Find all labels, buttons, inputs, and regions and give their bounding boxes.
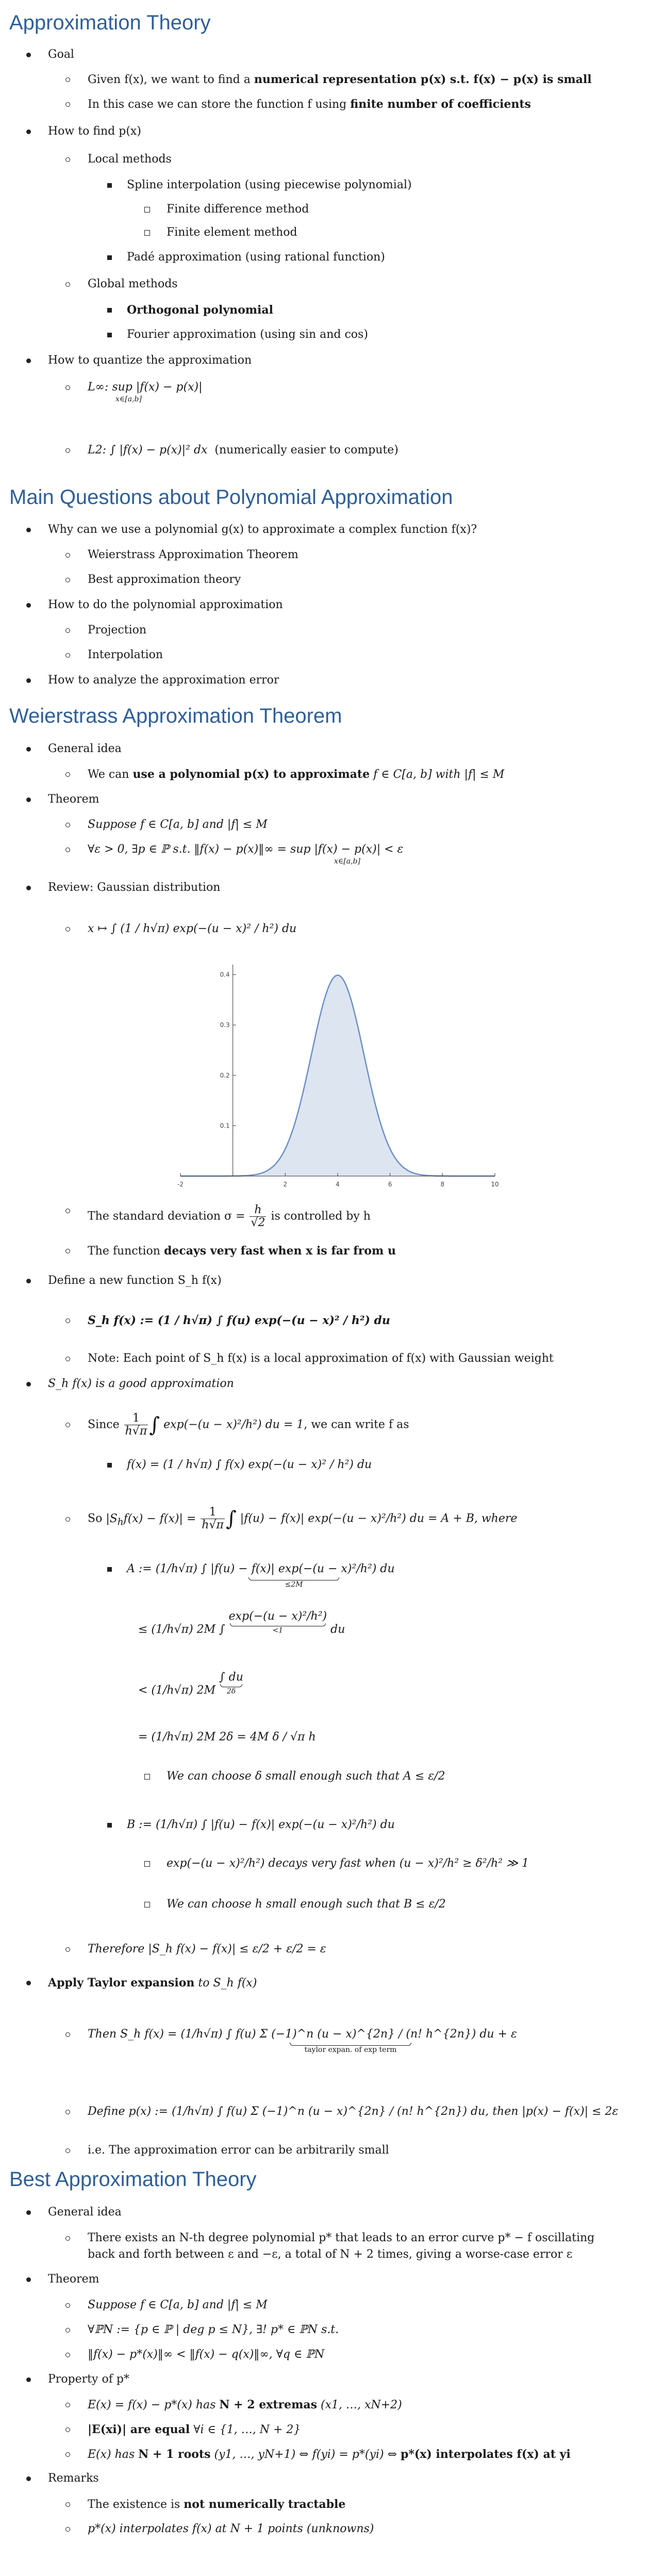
x-tick-label: 6 (388, 1181, 392, 1188)
x-tick-label: -2 (177, 1181, 184, 1188)
B-decay: exp(−(u − x)²/h²) decays very fast when (u − x)²/h² ≥ δ²/h² ≫ 1 (167, 1857, 529, 1870)
general-idea-item: We can use a polynomial p(x) to approximate f ∈ C[a, b] with |f| ≤ M (88, 768, 505, 781)
x-tick-label: 2 (283, 1181, 288, 1188)
goal-item-2: In this case we can store the function f using finite number of coefficients (88, 97, 531, 111)
theorem-item-2: ∀ε > 0, ∃p ∈ ℙ s.t. ‖f(x) − p(x)‖∞ = sup |f(x) − p(x)| < ε (88, 843, 404, 856)
y-tick-label: 0.1 (220, 1122, 230, 1130)
s4-remarks: Remarks (48, 2472, 99, 2485)
q1-item-1: Weierstrass Approximation Theorem (88, 548, 298, 561)
theorem-label: Theorem (48, 793, 99, 806)
therefore-line: Therefore |S_h f(x) − f(x)| ≤ ε/2 + ε/2 = ε (88, 1943, 326, 1955)
theorem-subscript: x∈[a,b] (334, 857, 360, 866)
fourier-item: Fourier approximation (using sin and cos) (127, 328, 368, 341)
q2-item-1: Projection (88, 624, 147, 637)
s4-theorem: Theorem (48, 2273, 99, 2286)
goal-item-1: Given f(x), we want to find a numerical representation p(x) s.t. f(x) − p(x) is small (88, 73, 592, 86)
q1: Why can we use a polynomial g(x) to approximate a complex function f(x)? (48, 523, 477, 536)
s4-general-line-1: There exists an N-th degree polynomial p* that leads to an error curve p* − f oscillating (88, 2231, 595, 2244)
local-methods: Local methods (88, 153, 172, 166)
section-heading-weierstrass: Weierstrass Approximation Theorem (9, 705, 342, 727)
s4-general-idea: General idea (48, 2206, 122, 2219)
pade-item: Padé approximation (using rational function) (127, 251, 385, 264)
global-methods: Global methods (88, 278, 178, 290)
s4-theorem-3: ‖f(x) − p*(x)‖∞ < ‖f(x) − q(x)‖∞, ∀q ∈ ℙN (88, 2348, 325, 2361)
section-heading-best-approx: Best Approximation Theory (9, 2168, 257, 2191)
y-tick-label: 0.3 (220, 1021, 230, 1029)
linf-formula: L∞: sup |f(x) − p(x)| (88, 381, 203, 394)
s4-remark-2: p*(x) interpolates f(x) at N + 1 points (unknowns) (88, 2522, 374, 2535)
s4-property: Property of p* (48, 2373, 129, 2386)
fx-identity: f(x) = (1 / h√π) ∫ f(x) exp(−(u − x)² / h²) du (127, 1458, 372, 1471)
theorem-item-1: Suppose f ∈ C[a, b] and |f| ≤ M (88, 818, 268, 831)
sh-note: Note: Each point of S_h f(x) is a local approximation of f(x) with Gaussian weight (88, 1352, 554, 1365)
s4-theorem-2: ∀ℙN := {p ∈ ℙ | deg p ≤ N}, ∃! p* ∈ ℙN s.t. (88, 2323, 339, 2336)
std-dev-item: The standard deviation σ = $\frac{h}{√2}$ is controlled by h (88, 1203, 371, 1230)
s4-property-2: |E(xi)| are equal ∀i ∈ {1, …, N + 2} (88, 2423, 301, 2436)
s4-theorem-1: Suppose f ∈ C[a, b] and |f| ≤ M (88, 2298, 268, 2311)
since-line: Since $\frac{1}{h√\pi}$ ∫ exp(−(u − x)²/h²) du = 1, we can write f as (88, 1412, 409, 1438)
B-definition: B := (1/h√π) ∫ |f(u) − f(x)| exp(−(u − x)²/h²) du (127, 1818, 395, 1831)
spline-item: Spline interpolation (using piecewise polynomial) (127, 178, 412, 191)
x-tick-label: 8 (440, 1181, 445, 1188)
section-heading-main-questions: Main Questions about Polynomial Approximation (9, 486, 453, 509)
underbrace-le2M: ≤2M (247, 1577, 340, 1589)
linf-subscript: x∈[a,b] (115, 395, 142, 403)
q3: How to analyze the approximation error (48, 674, 279, 687)
B-choose: We can choose h small enough such that B ≤ ε/2 (167, 1898, 446, 1911)
underbrace-taylor: taylor expan. of exp term (289, 2043, 412, 2054)
taylor-label: Apply Taylor expansion to S_h f(x) (48, 1976, 257, 1990)
quantize-label: How to quantize the approximation (48, 354, 252, 367)
l2-note: (numerically easier to compute) (214, 444, 399, 456)
A-definition: A := (1/h√π) ∫ |f(u) − f(x)| exp(−(u − x)²/h²) du (127, 1562, 395, 1575)
x-tick-label: 4 (336, 1181, 340, 1188)
ie-line: i.e. The approximation error can be arbitrarily small (88, 2144, 389, 2157)
A-choose: We can choose δ small enough such that A ≤ ε/2 (167, 1770, 445, 1783)
q1-item-2: Best approximation theory (88, 573, 241, 586)
fem-item: Finite element method (167, 226, 297, 239)
underbrace-2delta: 2δ (226, 1687, 236, 1696)
s4-remark-1: The existence is not numerically tractable (88, 2498, 346, 2511)
y-tick-label: 0.4 (220, 971, 230, 979)
sh-definition: S_h f(x) := (1 / h√π) ∫ f(u) exp(−(u − x)² / h²) du (88, 1314, 390, 1327)
x-tick-label: 10 (491, 1181, 499, 1188)
s4-property-1: E(x) = f(x) − p*(x) has N + 2 extremas (x1, …, xN+2) (88, 2398, 402, 2411)
goal-label: Goal (48, 48, 74, 61)
A-step-3: < (1/h√π) 2M ∫ du 2δ (138, 1671, 243, 1697)
q2: How to do the polynomial approximation (48, 598, 283, 611)
how-find-label: How to find p(x) (48, 125, 141, 138)
A-step-2: ≤ (1/h√π) 2M ∫ exp(−(u − x)²/h²) <1 du (138, 1610, 345, 1636)
define-new-label: Define a new function S_h f(x) (48, 1274, 222, 1287)
ortho-item: Orthogonal polynomial (127, 303, 274, 317)
taylor-then: Then S_h f(x) = (1/h√π) ∫ f(u) Σ (−1)^n (u − x)^{2n} / (n! h^{2n}) du + ε (88, 2028, 517, 2041)
general-idea-label: General idea (48, 742, 122, 755)
l2-line (88, 444, 399, 457)
y-tick-label: 0.2 (220, 1071, 230, 1079)
so-line: So $|S_hf(x) - f(x)|$ = $\frac{1}{h√\pi}$ ∫ |f(u) − f(x)| exp(−(u − x)²/h²) du = A + B, where (88, 1506, 518, 1532)
gaussian-chart (165, 954, 505, 1192)
fdm-item: Finite difference method (167, 203, 309, 216)
decay-item: The function decays very fast when x is far from u (88, 1244, 396, 1258)
define-p: Define p(x) := (1/h√π) ∫ f(u) Σ (−1)^n (u − x)^{2n} / (n! h^{2n}) du, then |p(x) − f(x)| ≤ 2ε (88, 2105, 619, 2118)
s4-property-3: E(x) has N + 1 roots (y1, …, yN+1) ⇔ f(yi) = p*(yi) ⇔ p*(x) interpolates f(x) at yi (88, 2448, 571, 2461)
q2-item-2: Interpolation (88, 648, 163, 661)
l2-formula: L2: ∫ |f(x) − p(x)|² dx (88, 444, 208, 456)
s4-general-line-2: back and forth between ε and −ε, a total of N + 2 times, giving a worse-case error ε (88, 2248, 573, 2261)
A-step-4: = (1/h√π) 2M 2δ = 4M δ / √π h (138, 1731, 316, 1743)
section-heading-approximation-theory: Approximation Theory (9, 11, 211, 34)
review-label: Review: Gaussian distribution (48, 881, 221, 894)
good-approx-label: S_h f(x) is a good approximation (48, 1377, 234, 1390)
underbrace-lt1: <1 (272, 1626, 284, 1635)
gaussian-formula: x ↦ ∫ (1 / h√π) exp(−(u − x)² / h²) du (88, 922, 297, 935)
